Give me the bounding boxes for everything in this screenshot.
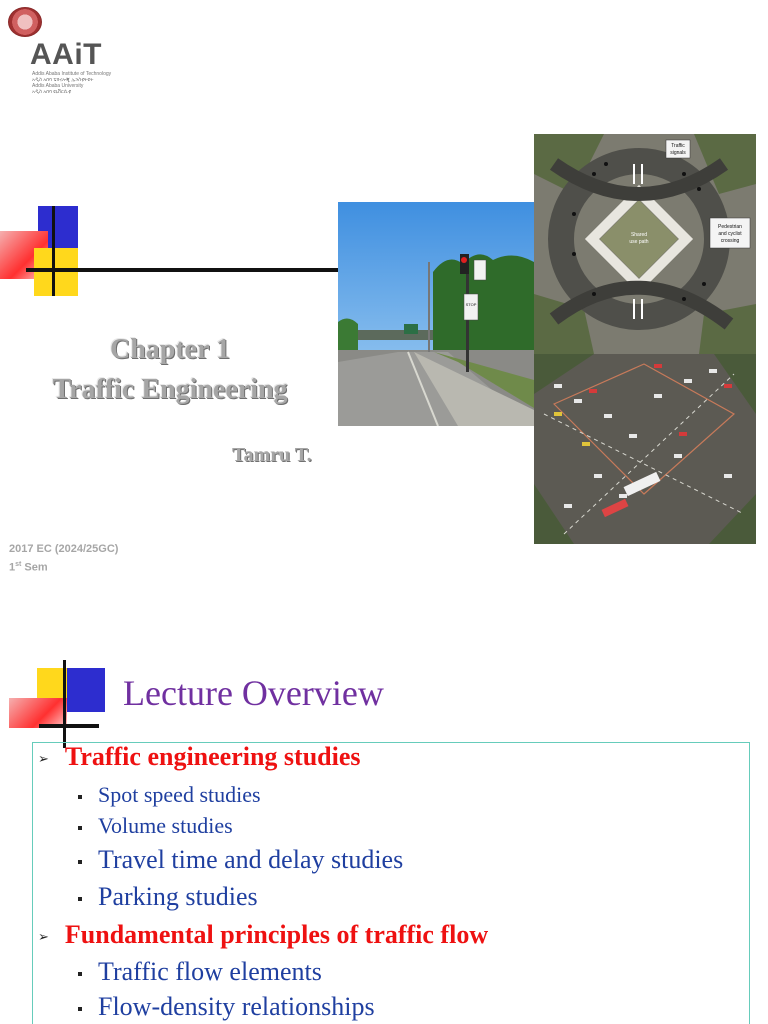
decorative-squares-icon (0, 206, 100, 306)
square-bullet-icon (78, 795, 82, 799)
square-bullet-icon (78, 826, 82, 830)
svg-text:use path: use path (629, 239, 649, 245)
list-item: Travel time and delay studies (78, 845, 403, 875)
author-name: Tamru T. (232, 444, 312, 466)
svg-text:signals: signals (670, 150, 686, 156)
university-seal-icon (8, 7, 42, 37)
list-item: Parking studies (78, 882, 258, 912)
aait-logo-subtitle: Addis Ababa Institute of Technology አዲስ አበባ ቴክኖሎጂ ኢንስቲትዩት Addis Ababa University አዲስ አበባ ዩኒቨርሲቲ (32, 71, 112, 95)
semester-info: 2017 EC (2024/25GC) 1st Sem (9, 543, 119, 574)
svg-text:STOP: STOP (465, 302, 477, 307)
aait-logo: AAiT (30, 38, 102, 71)
svg-text:crossing: crossing (720, 238, 740, 244)
overview-title: Lecture Overview (123, 673, 384, 713)
arrow-bullet-icon: ➢ (38, 751, 49, 767)
list-item: Volume studies (78, 813, 233, 839)
chapter-title: Chapter 1 (109, 334, 231, 365)
section-heading: ➢ Fundamental principles of traffic flow (38, 920, 489, 949)
square-bullet-icon (78, 972, 82, 976)
list-item: Spot speed studies (78, 782, 261, 808)
list-item: Flow-density relationships (78, 992, 375, 1022)
list-item: Traffic flow elements (78, 957, 322, 987)
chapter-subtitle: Traffic Engineering (52, 374, 288, 405)
svg-text:Pedestrian: Pedestrian (718, 224, 742, 230)
roundabout-photo (534, 134, 756, 354)
square-bullet-icon (78, 1007, 82, 1011)
section-heading: ➢ Traffic engineering studies (38, 742, 361, 771)
square-bullet-icon (78, 860, 82, 864)
svg-text:Shared: Shared (630, 232, 648, 238)
road-photo (338, 202, 534, 426)
square-bullet-icon (78, 897, 82, 901)
arrow-bullet-icon: ➢ (38, 929, 49, 945)
intersection-photo (534, 354, 756, 544)
svg-text:Traffic: Traffic (671, 143, 685, 149)
svg-text:and cyclist: and cyclist (718, 231, 742, 237)
